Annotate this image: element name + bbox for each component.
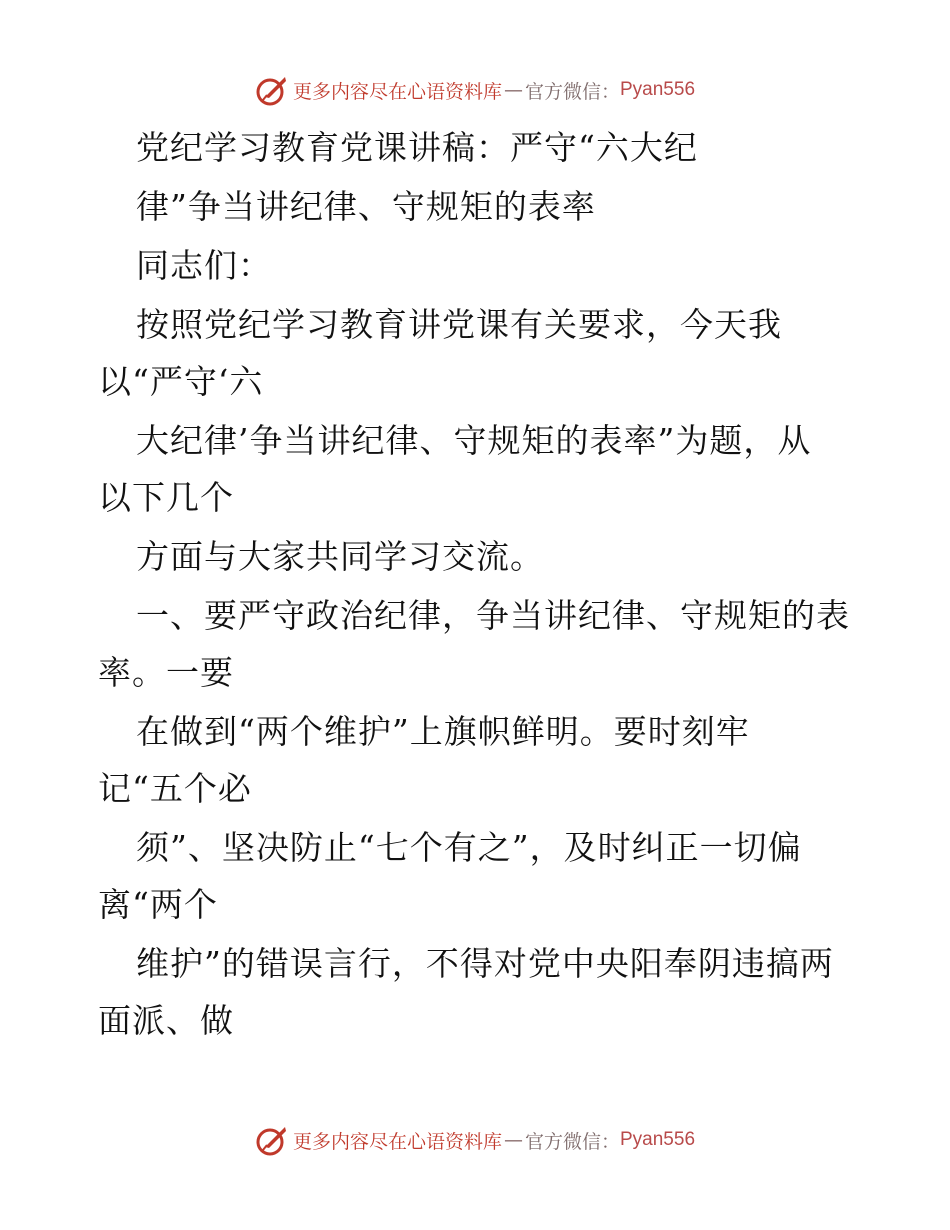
- document-title-line-2: 律”争当讲纪律、守规矩的表率: [136, 187, 596, 226]
- watermark-label: 官方微信：: [524, 1130, 620, 1153]
- body-line: 维护”的错误言行，不得对党中央阳奉阴违搞两: [136, 944, 834, 983]
- body-line: 须”、坚决防止“七个有之”，及时纠正一切偏: [136, 828, 802, 867]
- watermark-label: 官方微信：: [524, 80, 620, 103]
- body-line: 率。一要: [98, 653, 234, 692]
- quill-logo-icon: [255, 1123, 289, 1157]
- watermark-footer: [0, 1120, 950, 1160]
- body-line: 一、要严守政治纪律，争当讲纪律、守规矩的表: [136, 596, 850, 635]
- body-line: 记“五个必: [98, 769, 252, 808]
- watermark-dash: —: [503, 79, 523, 101]
- watermark-dash: —: [503, 1129, 523, 1151]
- watermark-brand: 更多内容尽在心语资料库: [292, 80, 502, 103]
- watermark-brand: 更多内容尽在心语资料库: [292, 1130, 502, 1153]
- body-line: 在做到“两个维护”上旗帜鲜明。要时刻牢: [136, 712, 750, 751]
- document-title-line-1: 党纪学习教育党课讲稿：严守“六大纪: [136, 128, 698, 167]
- body-line: 面派、做: [98, 1001, 234, 1040]
- body-line: 大纪律’争当讲纪律、守规矩的表率”为题，从: [136, 421, 812, 460]
- body-line: 方面与大家共同学习交流。: [136, 537, 544, 576]
- salutation: 同志们：: [136, 246, 272, 285]
- body-line: 以“严守‘六: [98, 362, 264, 401]
- body-line: 离“两个: [98, 885, 218, 924]
- body-line: 以下几个: [98, 478, 234, 517]
- body-line: 按照党纪学习教育讲党课有关要求，今天我: [136, 305, 782, 344]
- watermark-wechat-id: Pyan556: [620, 79, 696, 100]
- watermark-wechat-id: Pyan556: [620, 1129, 696, 1150]
